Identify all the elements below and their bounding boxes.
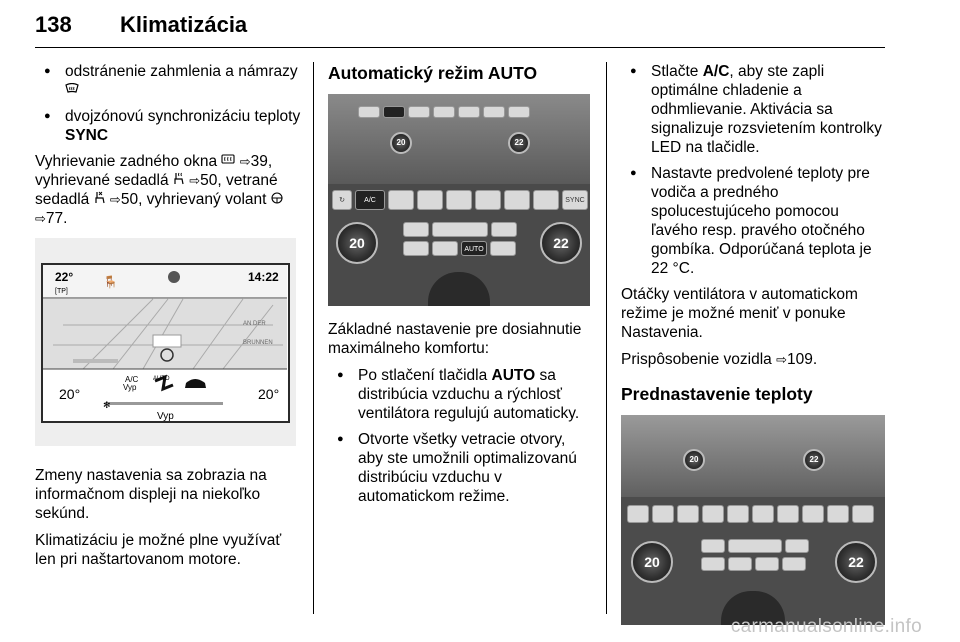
ac-button[interactable]: A/C [355,190,385,210]
sync-button[interactable]: SYNC [562,190,588,210]
seat-tab-icon[interactable]: 🪑 [103,275,118,289]
list-item: ● Stlačte A/C, aby ste zapli optimálne chladenie a odhmlievanie. Aktivácia sa signalizuje rozsvietením kontrolky LED na tlačidle. [621,62,886,157]
rear-window-heating-icon [221,152,235,171]
auto-button[interactable]: AUTO [461,241,487,256]
column-middle [328,62,594,513]
section-heading: Prednastavenie teploty [621,384,813,404]
chapter-title: Klimatizácia [120,12,248,37]
right-temp-knob[interactable]: 22 [540,222,582,264]
references-paragraph: Vyhrievanie zadného okna ⇨39, vyhrievané sedadlá ⇨50, vetrané sedadlá ⇨50, vyhrievaný volant ⇨77. [35,152,303,228]
paragraph: Klimatizáciu je možné plne využívať len pri naštartovanom motore. [35,532,282,568]
page-header [35,4,885,48]
climate-display-screen [41,263,290,423]
column-divider [313,62,314,614]
column-left [35,62,303,577]
left-knob-small: 20 [683,449,705,471]
paragraph: Prispôsobenie vozidla ⇨109. [621,351,818,368]
right-temp-knob[interactable]: 22 [835,541,877,583]
windshield-defrost-icon [65,81,79,100]
right-knob-small: 22 [508,132,530,154]
settings-tab-icon[interactable] [168,271,180,283]
fan-icon: ✻ [103,400,111,410]
paragraph: Otáčky ventilátora v automatickom režime je možné meniť v ponuke Nastavenia. [621,286,858,341]
feature-list [35,62,303,145]
fan-state: Vyp [157,411,174,422]
right-temp-value[interactable]: 20° [258,386,280,402]
auto-label[interactable]: AUTO [153,376,170,382]
ac-state: Vyp [123,383,137,392]
display-tp-label: [TP] [55,288,68,295]
section-heading: Automatický režim AUTO [328,63,538,83]
page-ref-arrow-icon: ⇨ [35,211,46,226]
page-ref-arrow-icon: ⇨ [109,192,121,207]
display-clock: 14:22 [248,270,279,284]
paragraph: Zmeny nastavenia sa zobrazia na informačnom displeji na niekoľko sekúnd. [35,467,267,522]
climate-panel-temp-figure [621,415,885,625]
list-item: ● Otvorte všetky vetracie otvory, aby ste umožnili optimalizovanú distribúciu vzduchu v automatickom režime. [328,430,594,506]
list-item: ● dvojzónovú synchronizáciu teploty SYNC [35,107,303,145]
page-ref-arrow-icon: ⇨ [239,154,251,169]
list-item: ● Nastavte predvolené teploty pre vodiča a predného spolucestujúceho pomocou ľavého resp. pravého otočného gombíka. Odporúčaná teplota je 22 °C. [621,164,886,278]
column-divider [606,62,607,614]
left-knob-small: 20 [390,132,412,154]
page-number: 138 [35,12,72,37]
ventilated-seat-icon [94,190,106,209]
list-item: ● Po stlačení tlačidla AUTO sa distribúcia vzduchu a rýchlosť ventilátora regulujú automaticky. [328,366,594,423]
auto-mode-list [328,366,594,506]
map-street-label: AN DER BRUNNEN [243,321,273,346]
display-temp-top: 22° [55,270,74,284]
left-temp-knob[interactable]: 20 [631,541,673,583]
instructions-list [621,62,886,278]
left-temp-value[interactable]: 20° [59,386,81,402]
info-display-figure [35,238,296,446]
watermark: carmanualsonline.info [730,616,922,637]
page-ref-arrow-icon: ⇨ [189,173,201,188]
climate-panel-auto-figure: 20 22 ↻ A/C SYNC AUTO 20 22 [328,94,590,306]
heated-seat-icon [173,171,185,190]
left-temp-knob[interactable]: 20 [336,222,378,264]
page-ref-arrow-icon: ⇨ [776,352,788,367]
heated-steering-wheel-icon [271,190,283,209]
list-item: ● odstránenie zahmlenia a námrazy [35,62,303,100]
right-knob-small: 22 [803,449,825,471]
paragraph: Základné nastavenie pre dosiahnutie maximálneho komfortu: [328,321,582,357]
ac-label[interactable]: A/C [125,375,139,384]
column-right [621,62,886,625]
